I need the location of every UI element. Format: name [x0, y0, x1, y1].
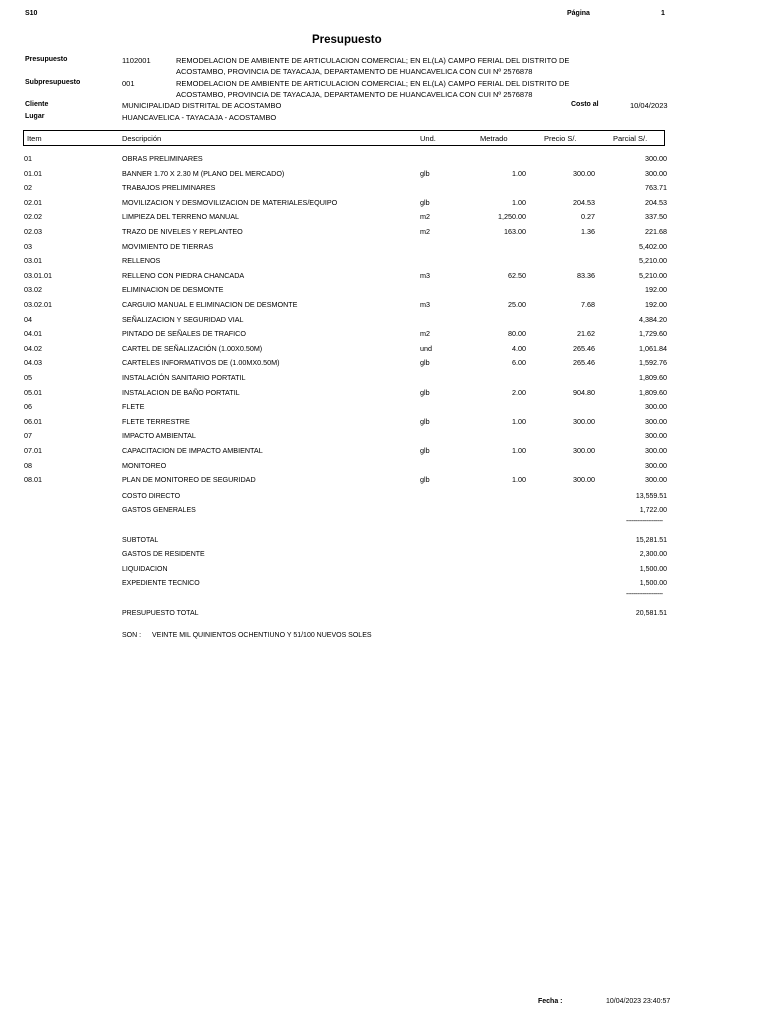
row-item-code: 07 — [24, 431, 32, 441]
table-row — [0, 358, 768, 372]
costo-al-value: 10/04/2023 — [630, 101, 668, 110]
row-unit: m3 — [420, 270, 430, 280]
row-metrado: 163.00 — [504, 227, 526, 236]
page-number: 1 — [661, 10, 665, 17]
row-unit: glb — [420, 168, 430, 178]
row-description: PLAN DE MONITOREO DE SEGURIDAD — [122, 475, 256, 485]
table-row — [0, 154, 768, 168]
row-metrado: 1,250.00 — [498, 212, 526, 222]
header-precio: Precio S/. — [544, 134, 577, 143]
row-item-code: 04.01 — [24, 329, 42, 339]
row-parcial: 5,402.00 — [639, 241, 667, 251]
row-description: FLETE — [122, 402, 145, 412]
row-description: INSTALACION DE BAÑO PORTATIL — [122, 387, 240, 397]
row-precio: 1.36 — [581, 227, 595, 236]
row-description: BANNER 1.70 X 2.30 M (PLANO DEL MERCADO) — [122, 168, 285, 178]
table-row — [0, 242, 768, 256]
row-metrado: 1.00 — [512, 197, 526, 207]
row-precio: 83.36 — [577, 270, 595, 280]
subpresupuesto-desc-line1: REMODELACION DE AMBIENTE DE ARTICULACION COMERCIAL; EN EL(LA) CAMPO FERIAL DEL DISTRITO DE — [176, 79, 570, 88]
row-metrado: 62.50 — [508, 270, 526, 280]
row-parcial: 1,809.60 — [639, 373, 667, 382]
row-description: MOVIMIENTO DE TIERRAS — [122, 241, 214, 251]
row-parcial: 300.00 — [645, 431, 667, 441]
table-row — [0, 461, 768, 475]
row-precio: 904.80 — [573, 387, 595, 397]
separator-line: -------------------- — [626, 518, 663, 525]
expediente-value: 1,500.00 — [639, 580, 667, 587]
table-row — [0, 285, 768, 299]
row-parcial: 221.68 — [645, 227, 667, 236]
presupuesto-label: Presupuesto — [25, 56, 68, 63]
row-metrado: 1.00 — [512, 416, 526, 426]
report-code: S10 — [25, 10, 38, 17]
row-unit: glb — [420, 475, 430, 485]
row-item-code: 03.02 — [24, 285, 42, 295]
table-row — [0, 198, 768, 212]
cliente-value: MUNICIPALIDAD DISTRITAL DE ACOSTAMBO — [122, 101, 282, 110]
row-description: CARTEL DE SEÑALIZACIÓN (1.00X0.50M) — [122, 343, 263, 353]
row-parcial: 192.00 — [645, 300, 667, 309]
row-parcial: 337.50 — [645, 212, 667, 222]
row-item-code: 02.03 — [24, 227, 42, 236]
row-description: CARTELES INFORMATIVOS DE (1.00MX0.50M) — [122, 358, 280, 368]
row-description: PINTADO DE SEÑALES DE TRAFICO — [122, 329, 246, 339]
row-description: TRAZO DE NIVELES Y REPLANTEO — [122, 227, 243, 236]
header-descripcion: Descripción — [122, 134, 162, 143]
subtotal-label: SUBTOTAL — [122, 537, 159, 544]
row-parcial: 204.53 — [645, 197, 667, 207]
row-item-code: 02 — [24, 183, 32, 193]
row-description: MONITOREO — [122, 460, 167, 470]
cliente-label: Cliente — [25, 101, 49, 108]
row-parcial: 1,061.84 — [639, 343, 667, 353]
row-description: CAPACITACION DE IMPACTO AMBIENTAL — [122, 446, 263, 455]
row-description: CARGUIO MANUAL E ELIMINACION DE DESMONTE — [122, 300, 298, 309]
row-metrado: 80.00 — [508, 329, 526, 339]
presupuesto-code: 1102001 — [122, 56, 151, 65]
row-item-code: 08.01 — [24, 475, 42, 485]
table-row — [0, 431, 768, 445]
gastos-residente-value: 2,300.00 — [639, 551, 667, 558]
row-precio: 265.46 — [573, 343, 595, 353]
table-row — [0, 329, 768, 343]
row-item-code: 08 — [24, 460, 32, 470]
page-title: Presupuesto — [312, 34, 382, 46]
row-item-code: 07.01 — [24, 446, 42, 455]
costo-directo-value: 13,559.51 — [635, 493, 667, 500]
row-item-code: 05.01 — [24, 387, 42, 397]
row-metrado: 1.00 — [512, 475, 526, 485]
page-label: Página — [567, 10, 590, 17]
table-row — [0, 227, 768, 241]
presupuesto-desc-line1: REMODELACION DE AMBIENTE DE ARTICULACION COMERCIAL; EN EL(LA) CAMPO FERIAL DEL DISTRITO DE — [176, 56, 570, 65]
row-description: MOVILIZACION Y DESMOVILIZACION DE MATERIALES/EQUIPO — [122, 197, 338, 207]
row-unit: glb — [420, 358, 430, 368]
presupuesto-total-label: PRESUPUESTO TOTAL — [122, 610, 199, 617]
row-parcial: 300.00 — [645, 475, 667, 485]
son-value: VEINTE MIL QUINIENTOS OCHENTIUNO Y 51/100 NUEVOS SOLES — [152, 632, 372, 639]
gastos-generales-value: 1,722.00 — [639, 507, 667, 514]
row-precio: 300.00 — [573, 475, 595, 485]
gastos-generales-label: GASTOS GENERALES — [122, 507, 196, 514]
row-unit: m2 — [420, 227, 430, 236]
table-row — [0, 300, 768, 314]
row-unit: m3 — [420, 300, 430, 309]
liquidacion-label: LIQUIDACION — [122, 566, 168, 573]
separator-line-2: -------------------- — [626, 591, 663, 598]
row-unit: glb — [420, 197, 430, 207]
row-metrado: 4.00 — [512, 343, 526, 353]
row-item-code: 02.02 — [24, 212, 42, 222]
row-parcial: 300.00 — [645, 416, 667, 426]
row-unit: glb — [420, 387, 430, 397]
row-item-code: 04.03 — [24, 358, 42, 368]
liquidacion-value: 1,500.00 — [639, 566, 667, 573]
row-parcial: 1,809.60 — [639, 387, 667, 397]
row-parcial: 192.00 — [645, 285, 667, 295]
row-parcial: 300.00 — [645, 168, 667, 178]
header-unidad: Und. — [420, 134, 436, 143]
lugar-label: Lugar — [25, 113, 45, 120]
row-precio: 265.46 — [573, 358, 595, 368]
table-row — [0, 256, 768, 270]
row-metrado: 1.00 — [512, 446, 526, 455]
row-precio: 0.27 — [581, 212, 595, 222]
table-row — [0, 183, 768, 197]
row-item-code: 05 — [24, 373, 32, 382]
subpresupuesto-label: Subpresupuesto — [25, 79, 81, 86]
row-description: TRABAJOS PRELIMINARES — [122, 183, 216, 193]
row-precio: 7.68 — [581, 300, 595, 309]
row-parcial: 5,210.00 — [639, 270, 667, 280]
subtotal-value: 15,281.51 — [635, 537, 667, 544]
row-parcial: 763.71 — [645, 183, 667, 193]
row-parcial: 4,384.20 — [639, 314, 667, 324]
row-unit: glb — [420, 416, 430, 426]
row-parcial: 5,210.00 — [639, 256, 667, 266]
row-parcial: 300.00 — [645, 154, 667, 163]
row-metrado: 25.00 — [508, 300, 526, 309]
row-description: INSTALACIÓN SANITARIO PORTATIL — [122, 373, 246, 382]
row-metrado: 2.00 — [512, 387, 526, 397]
row-precio: 21.62 — [577, 329, 595, 339]
header-metrado: Metrado — [480, 134, 508, 143]
row-description: IMPACTO AMBIENTAL — [122, 431, 196, 441]
row-description: LIMPIEZA DEL TERRENO MANUAL — [122, 212, 240, 222]
row-unit: glb — [420, 446, 430, 455]
son-label: SON : — [122, 632, 142, 639]
table-row — [0, 169, 768, 183]
row-description: RELLENO CON PIEDRA CHANCADA — [122, 270, 245, 280]
subpresupuesto-code: 001 — [122, 79, 135, 88]
row-item-code: 03 — [24, 241, 32, 251]
header-item: Item — [27, 134, 42, 143]
row-item-code: 03.01.01 — [24, 270, 52, 280]
row-unit: m2 — [420, 212, 430, 222]
row-description: OBRAS PRELIMINARES — [122, 154, 203, 163]
row-precio: 300.00 — [573, 416, 595, 426]
costo-al-label: Costo al — [571, 101, 599, 108]
row-precio: 300.00 — [573, 446, 595, 455]
table-row — [0, 344, 768, 358]
row-item-code: 03.02.01 — [24, 300, 52, 309]
costo-directo-label: COSTO DIRECTO — [122, 493, 181, 500]
lugar-value: HUANCAVELICA - TAYACAJA - ACOSTAMBO — [122, 113, 277, 122]
row-metrado: 6.00 — [512, 358, 526, 368]
row-item-code: 04.02 — [24, 343, 42, 353]
table-row — [0, 417, 768, 431]
table-row — [0, 315, 768, 329]
row-parcial: 1,592.76 — [639, 358, 667, 368]
table-row — [0, 446, 768, 460]
table-row — [0, 373, 768, 387]
fecha-value: 10/04/2023 23:40:57 — [606, 998, 671, 1005]
row-unit: und — [420, 343, 432, 353]
table-row — [0, 388, 768, 402]
row-precio: 300.00 — [573, 168, 595, 178]
header-parcial: Parcial S/. — [613, 134, 648, 143]
row-precio: 204.53 — [573, 197, 595, 207]
row-item-code: 04 — [24, 314, 32, 324]
row-item-code: 02.01 — [24, 197, 42, 207]
fecha-label: Fecha : — [538, 998, 563, 1005]
table-row — [0, 212, 768, 226]
row-item-code: 06 — [24, 402, 32, 412]
table-row — [0, 402, 768, 416]
subpresupuesto-desc-line2: ACOSTAMBO, PROVINCIA DE TAYACAJA, DEPARTAMENTO DE HUANCAVELICA CON CUI Nº 2576878 — [176, 90, 533, 99]
row-parcial: 300.00 — [645, 402, 667, 412]
row-description: RELLENOS — [122, 256, 161, 266]
row-item-code: 01.01 — [24, 168, 42, 178]
presupuesto-desc-line2: ACOSTAMBO, PROVINCIA DE TAYACAJA, DEPARTAMENTO DE HUANCAVELICA CON CUI Nº 2576878 — [176, 67, 533, 76]
table-row — [0, 271, 768, 285]
presupuesto-total-value: 20,581.51 — [635, 610, 667, 617]
row-parcial: 1,729.60 — [639, 329, 667, 339]
row-parcial: 300.00 — [645, 446, 667, 455]
row-description: SEÑALIZACION Y SEGURIDAD VIAL — [122, 314, 244, 324]
row-item-code: 03.01 — [24, 256, 42, 266]
gastos-residente-label: GASTOS DE RESIDENTE — [122, 551, 205, 558]
row-description: FLETE TERRESTRE — [122, 416, 190, 426]
row-unit: m2 — [420, 329, 430, 339]
row-item-code: 06.01 — [24, 416, 42, 426]
row-item-code: 01 — [24, 154, 32, 163]
row-description: ELIMINACION DE DESMONTE — [122, 285, 224, 295]
row-parcial: 300.00 — [645, 460, 667, 470]
table-row — [0, 475, 768, 489]
row-metrado: 1.00 — [512, 168, 526, 178]
expediente-label: EXPEDIENTE TECNICO — [122, 580, 200, 587]
